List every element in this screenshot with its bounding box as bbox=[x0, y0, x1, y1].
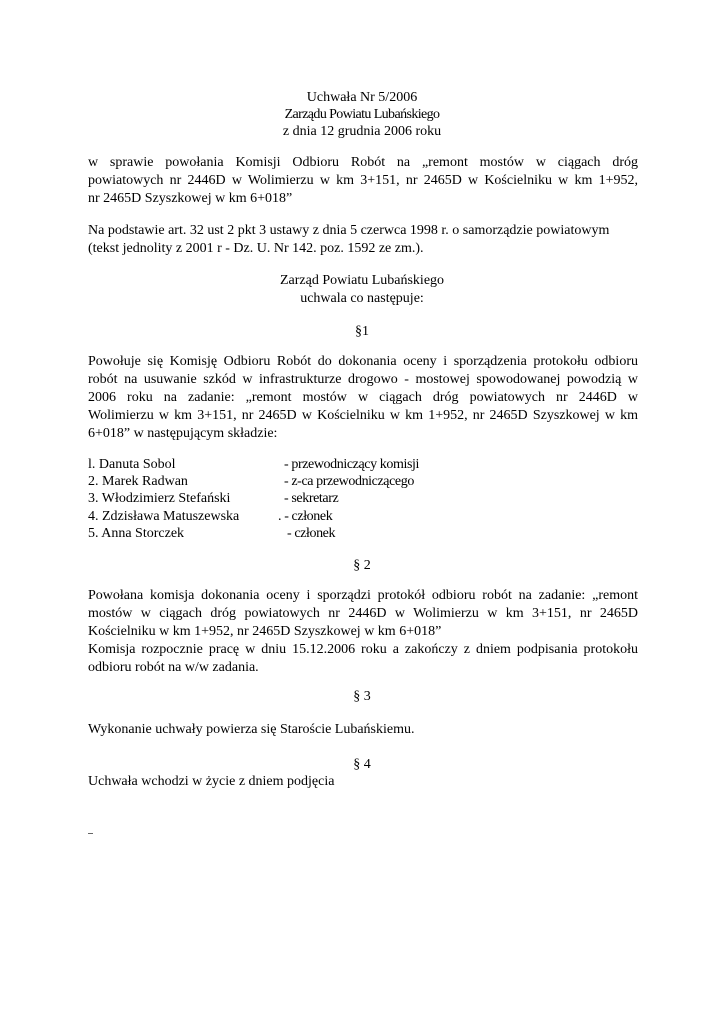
member-role: . - członek bbox=[278, 508, 333, 524]
member-role: - z-ca przewodniczącego bbox=[284, 474, 414, 490]
resolution-subject bbox=[88, 154, 638, 208]
section-2-line: mostów w ciągach dróg powiatowych nr 2446D w Wolimierzu w km 3+151, nr 2465D bbox=[88, 606, 638, 621]
resolution-date: z dnia 12 grudnia 2006 roku bbox=[282, 124, 442, 139]
section-3-body bbox=[88, 721, 638, 739]
legal-basis-line: Na podstawie art. 32 ust 2 pkt 3 ustawy z dnia 5 czerwca 1998 r. o samorządzie powiatowym bbox=[88, 223, 610, 238]
section-1-mark: §1 bbox=[355, 324, 369, 339]
member-role: - przewodniczący komisji bbox=[284, 457, 420, 472]
member-name: l. Danuta Sobol bbox=[88, 457, 176, 472]
committee-members-list bbox=[88, 456, 488, 542]
section-3-mark: § 3 bbox=[353, 689, 371, 704]
section-1-line: Wolimierzu w km 3+151, nr 2465D w Kościelniku w km 1+952, nr 2465D Szyszkowej w km bbox=[88, 408, 638, 423]
member-role: - sekretarz bbox=[284, 491, 339, 507]
subject-line: nr 2465D Szyszkowej w km 6+018” bbox=[88, 191, 293, 206]
section-1-line: Powołuje się Komisję Odbioru Robót do dokonania oceny i sporządzenia protokołu odbioru bbox=[88, 354, 638, 369]
subject-line: w sprawie powołania Komisji Odbioru Robót na „remont mostów w ciągach dróg bbox=[88, 155, 638, 170]
section-4-body bbox=[88, 773, 638, 791]
section-4-mark: § 4 bbox=[353, 757, 371, 772]
section-2-line: Powołana komisja dokonania oceny i sporządzi protokół odbioru robót na zadanie: „remont bbox=[88, 588, 638, 603]
section-1-body bbox=[88, 353, 638, 443]
subject-line: powiatowych nr 2446D w Wolimierzu w km 3+151, nr 2465D w Kościelniku w km 1+952, bbox=[88, 173, 638, 188]
section-2-line: Komisja rozpocznie pracę w dniu 15.12.2006 roku a zakończy z dniem podpisania protokołu bbox=[88, 642, 638, 657]
page-mark bbox=[88, 833, 93, 834]
legal-basis bbox=[88, 222, 638, 258]
member-name: 2. Marek Radwan bbox=[88, 474, 188, 490]
board-resolves bbox=[0, 272, 724, 308]
resolution-issuer: Zarządu Powiatu Lubańskiego bbox=[284, 107, 440, 122]
section-3-text: Wykonanie uchwały powierza się Staroście Lubańskiemu. bbox=[88, 722, 415, 737]
member-row bbox=[88, 473, 488, 490]
member-name: 3. Włodzimierz Stefański bbox=[88, 491, 231, 507]
member-name: 5. Anna Storczek bbox=[88, 525, 185, 541]
member-role: - członek bbox=[287, 525, 336, 541]
member-name: 4. Zdzisława Matuszewska bbox=[88, 508, 240, 524]
section-2-line: odbioru robót na w/w zadania. bbox=[88, 660, 259, 675]
section-4-text: Uchwała wchodzi w życie z dniem podjęcia bbox=[88, 774, 335, 789]
section-1-line: 6+018” w następującym składzie: bbox=[88, 426, 278, 441]
member-row bbox=[88, 525, 488, 542]
section-2-line: Kościelniku w km 1+952, nr 2465D Szyszkowej w km 6+018” bbox=[88, 624, 442, 639]
section-1-line: 2006 roku na zadanie: „remont mostów w ciągach dróg powiatowych nr 2446D w bbox=[88, 390, 638, 405]
legal-basis-line: (tekst jednolity z 2001 r - Dz. U. Nr 142. poz. 1592 ze zm.). bbox=[88, 241, 424, 256]
member-row bbox=[88, 508, 488, 525]
board-name: Zarząd Powiatu Lubańskiego bbox=[279, 273, 445, 288]
section-2-body bbox=[88, 587, 638, 677]
section-1-line: robót na usuwanie szkód w infrastrukturze drogowo - mostowej spowodowanej powodzią w bbox=[88, 372, 638, 387]
member-row bbox=[88, 456, 488, 473]
section-2-mark: § 2 bbox=[353, 558, 371, 573]
resolution-number: Uchwała Nr 5/2006 bbox=[306, 90, 418, 105]
member-row bbox=[88, 490, 488, 507]
resolution-header bbox=[0, 89, 724, 140]
resolves-text: uchwala co następuje: bbox=[300, 291, 424, 306]
